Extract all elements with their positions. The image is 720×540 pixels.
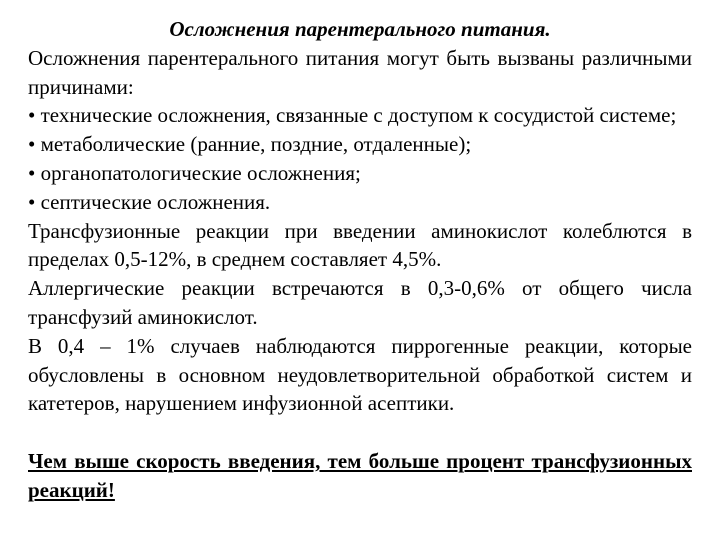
slide-title: Осложнения парентерального питания. [169,17,551,41]
bullet-septic: • септические осложнения. [28,189,271,214]
emphasis-statement [28,447,692,505]
allergic-reactions-paragraph: Аллергические реакции встречаются в 0,3-0,6% от общего числа трансфузий аминокислот. [28,276,692,329]
pyrogenic-reactions-paragraph: В 0,4 – 1% случаев наблюдаются пиррогенные реакции, которые обусловлены в основном неудовлетворительной обработкой систем и катетеров, нарушением инфузионной асептики. [28,333,692,416]
divider-space [28,418,692,447]
bullet-technical: • технические осложнения, связанные с доступом к сосудистой системе; [28,103,677,128]
slide-content [28,15,692,505]
bullet-organopathologic: • органопатологические осложнения; [28,160,361,185]
emphasis-text: Чем выше скорость введения, тем больше процент трансфузионных реакций! [28,448,692,502]
bullet-metabolic: • метаболические (ранние, поздние, отдаленные); [28,132,472,157]
transfusion-reactions-paragraph: Трансфузионные реакции при введении аминокислот колеблются в пределах 0,5-12%, в среднем составляет 4,5%. [28,218,692,272]
intro-paragraph: Осложнения парентерального питания могут быть вызваны различными причинами: [28,45,692,99]
